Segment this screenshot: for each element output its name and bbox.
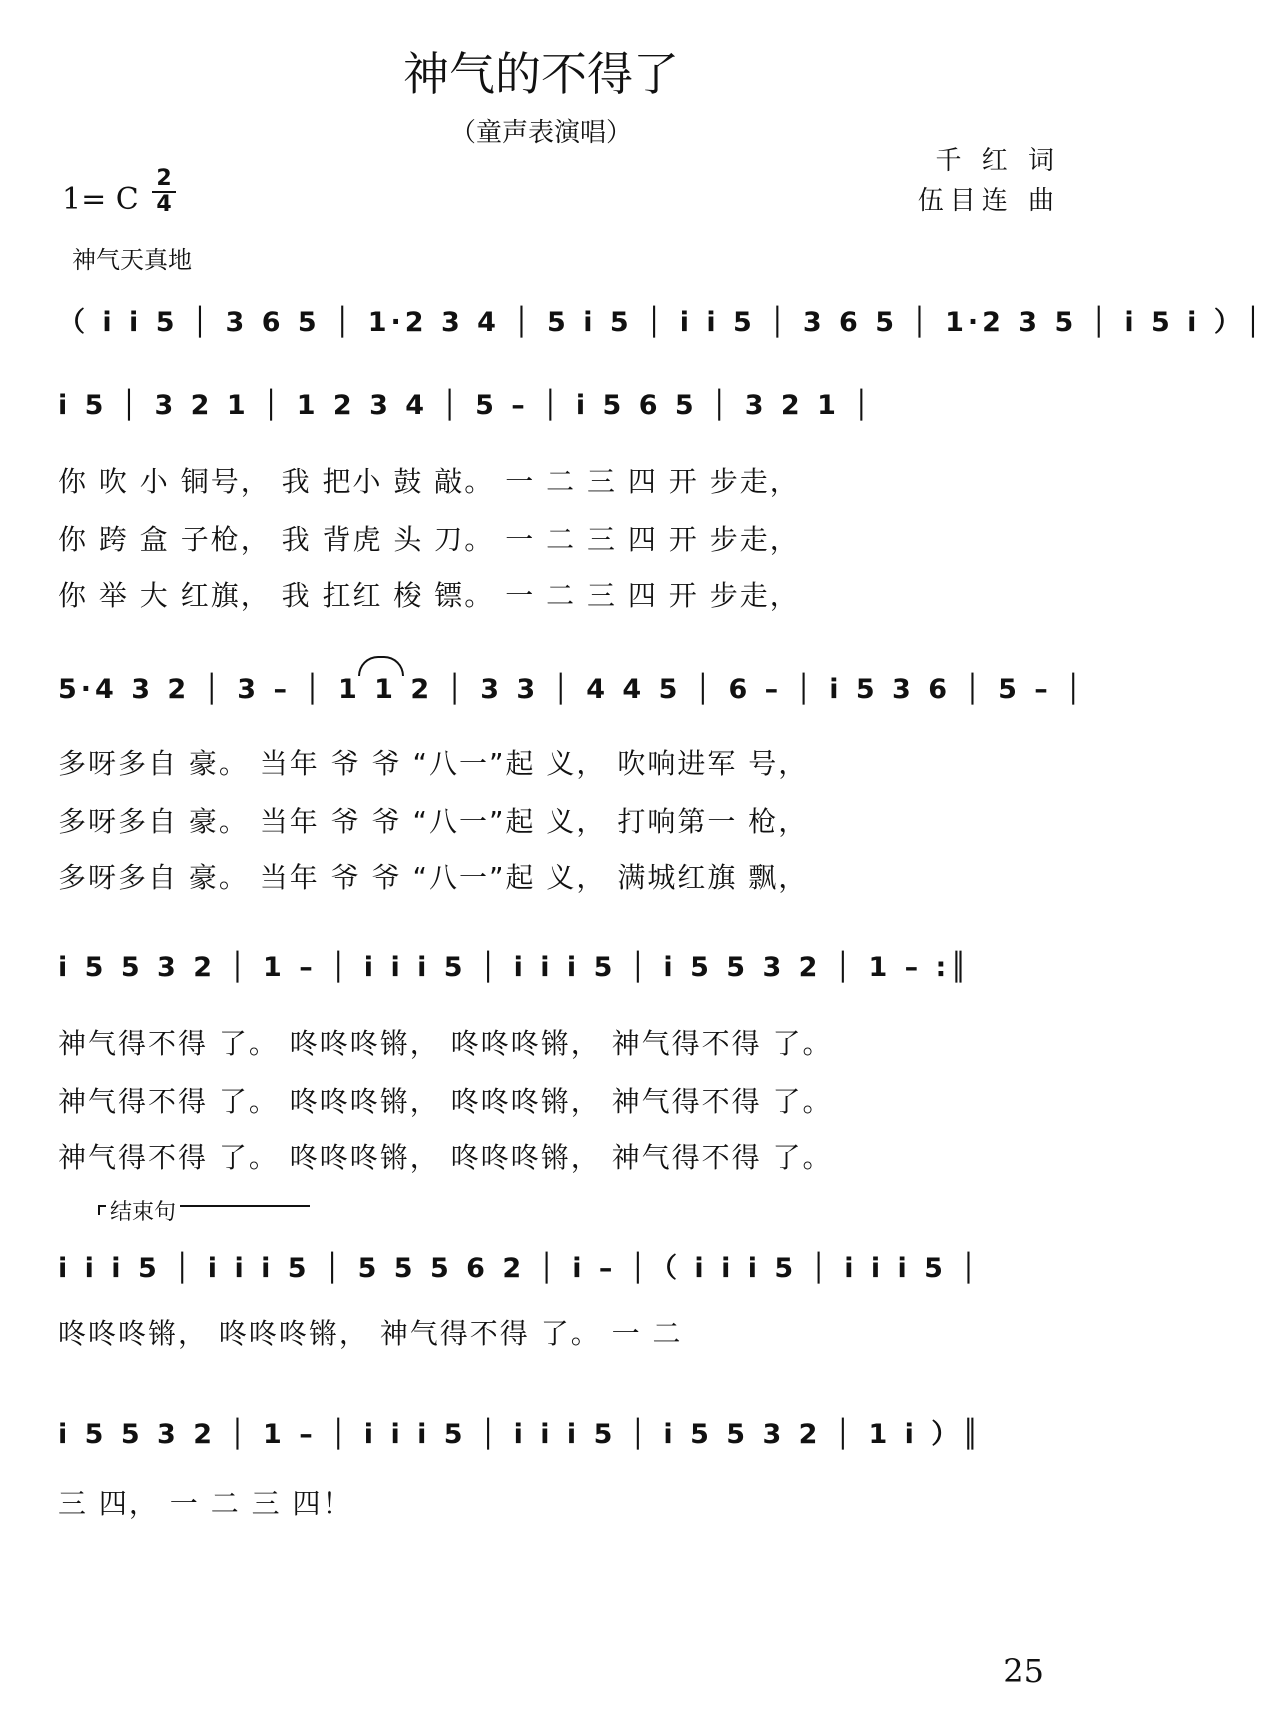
- lyric-line: 三 四， 一 二 三 四！: [58, 1487, 353, 1520]
- lyric-line: 多呀多自 豪。 当年 爷 爷 “八一”起 义， 吹响进军 号，: [58, 747, 809, 780]
- lyric-line: 你 跨 盒 子枪， 我 背虎 头 刀。 一 二 三 四 开 步走，: [58, 523, 800, 556]
- lyric-line: 你 举 大 红旗， 我 扛红 梭 镖。 一 二 三 四 开 步走，: [58, 579, 800, 612]
- lyricist-credit: 千 红 词: [935, 146, 1060, 176]
- lyric-line: 咚咚咚锵， 咚咚咚锵， 神气得不得 了。 一 二: [58, 1317, 683, 1350]
- notation-line-3: 5·4 3 2 │ 3 – │ 1 1 2 │ 3 3 │ 4 4 5 │ 6 – │ i 5 3 6 │ 5 – │: [58, 674, 1086, 705]
- notation-line-2: i 5 │ 3 2 1 │ 1 2 3 4 │ 5 – │ i 5 6 5 │ 3 2 1 │: [58, 390, 874, 421]
- song-title: 神气的不得了: [403, 47, 679, 101]
- page-number: 25: [1003, 1652, 1044, 1690]
- notation-line-1: （ i i 5 │ 3 6 5 │ 1·2 3 4 │ 5 i 5 │ i i 5 │ 3 6 5 │ 1·2 3 5 │ i 5 i ）│: [58, 307, 1265, 338]
- composer-credit: 伍目连 曲: [917, 186, 1060, 216]
- tempo-marking: 神气天真地: [72, 246, 192, 274]
- time-signature-top: 2: [156, 166, 172, 191]
- notation-line-6: i 5 5 3 2 │ 1 – │ i i i 5 │ i i i 5 │ i 5 5 3 2 │ 1 i ）║: [58, 1419, 983, 1450]
- lyric-line: 你 吹 小 铜号， 我 把小 鼓 敲。 一 二 三 四 开 步走，: [58, 465, 800, 498]
- lyric-line: 神气得不得 了。 咚咚咚锵， 咚咚咚锵， 神气得不得 了。: [58, 1027, 833, 1060]
- song-subtitle: （童声表演唱）: [449, 118, 632, 148]
- lyric-line: 多呀多自 豪。 当年 爷 爷 “八一”起 义， 打响第一 枪，: [58, 805, 809, 838]
- time-signature: [152, 168, 176, 216]
- lyric-line: 神气得不得 了。 咚咚咚锵， 咚咚咚锵， 神气得不得 了。: [58, 1141, 833, 1174]
- tie-mark: [358, 656, 404, 676]
- lyric-line: 神气得不得 了。 咚咚咚锵， 咚咚咚锵， 神气得不得 了。: [58, 1085, 833, 1118]
- notation-line-5: i i i 5 │ i i i 5 │ 5 5 5 6 2 │ i – │（ i i i 5 │ i i i 5 │: [58, 1253, 981, 1284]
- lyric-line: 多呀多自 豪。 当年 爷 爷 “八一”起 义， 满城红旗 飘，: [58, 861, 809, 894]
- notation-line-4: i 5 5 3 2 │ 1 – │ i i i 5 │ i i i 5 │ i 5 5 3 2 │ 1 – :║: [58, 952, 971, 983]
- key-signature: 1= C: [62, 182, 139, 217]
- time-signature-bottom: 4: [156, 192, 172, 217]
- ending-label: 结束句: [106, 1195, 180, 1226]
